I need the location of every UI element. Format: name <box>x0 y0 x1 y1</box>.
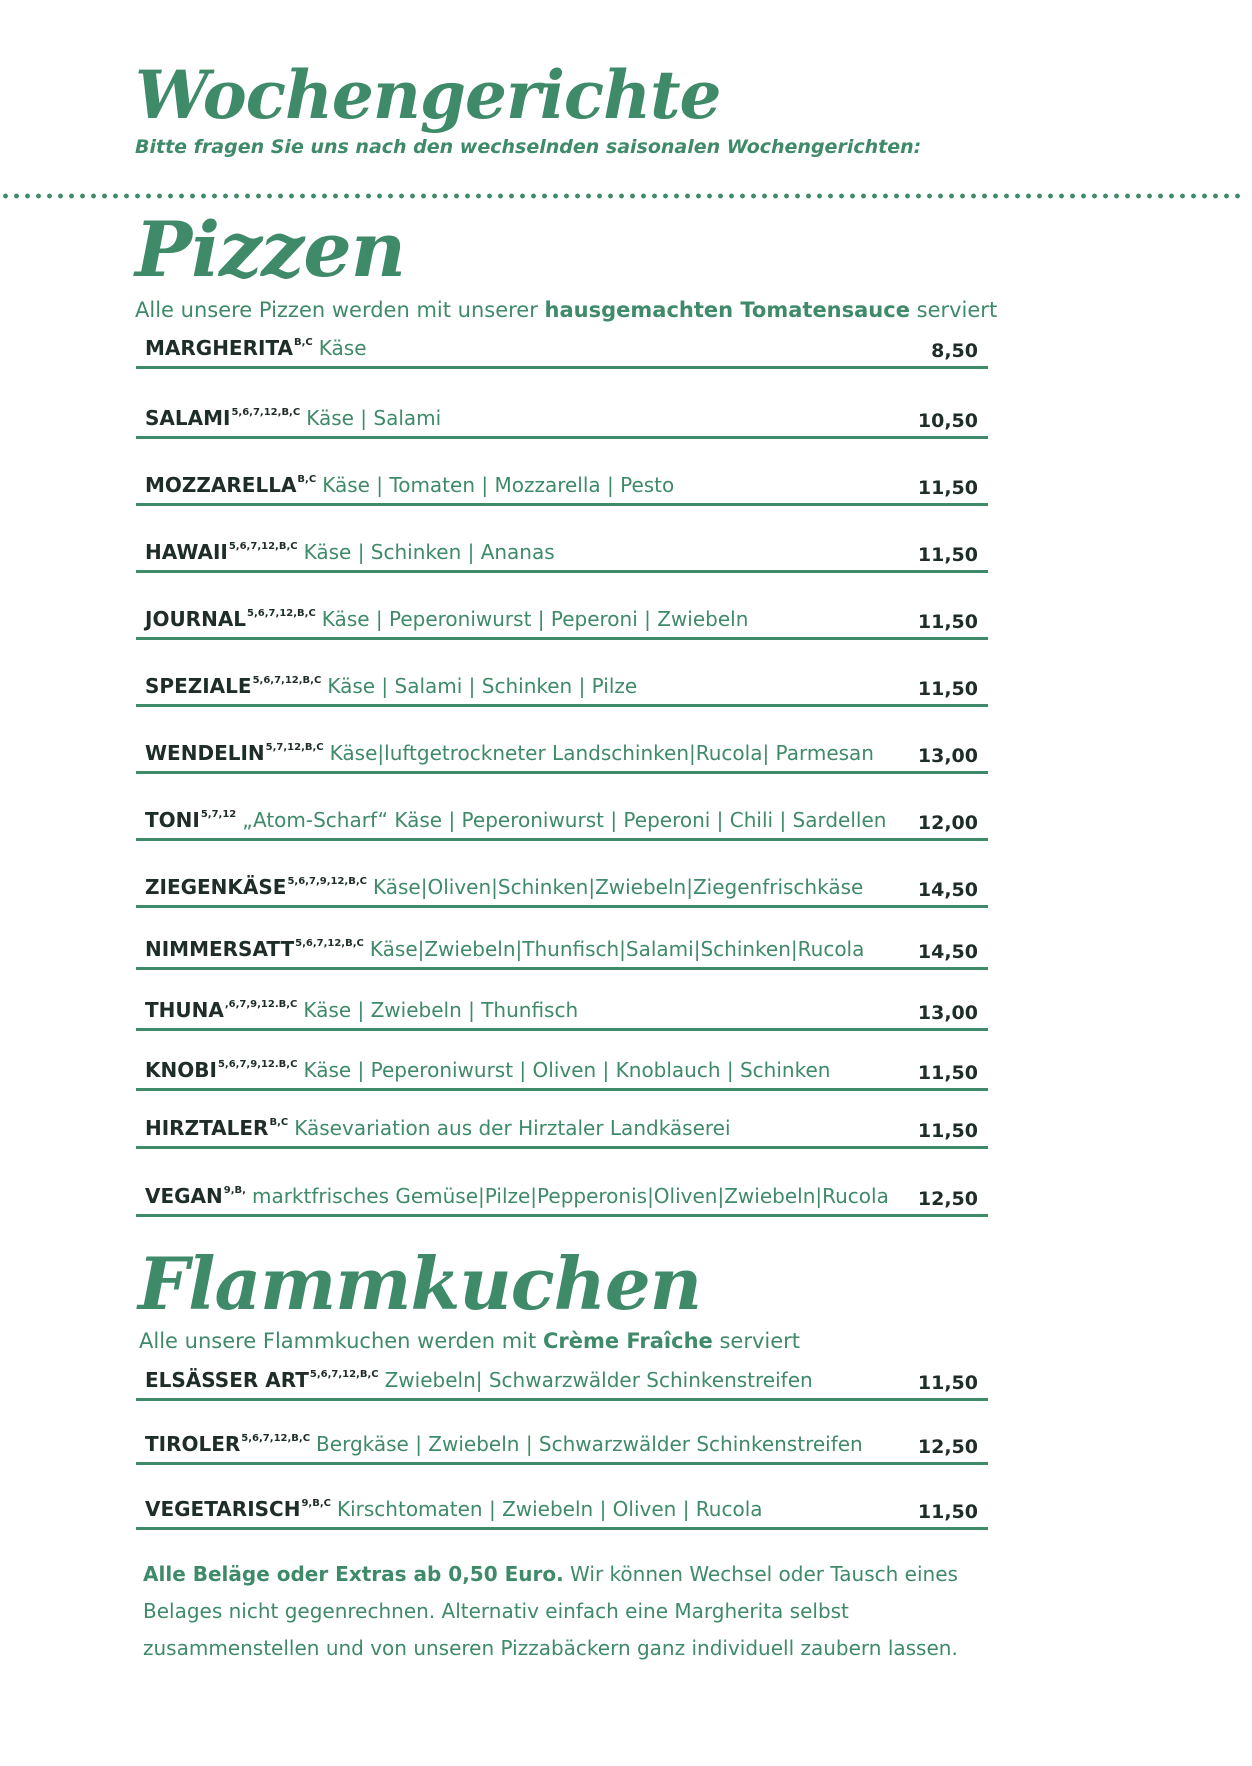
item-price: 11,50 <box>917 544 978 566</box>
item-name: VEGAN <box>145 1184 223 1208</box>
item-description: Käse|Zwiebeln|Thunfisch|Salami|Schinken|Rucola <box>369 937 865 961</box>
item-codes: 5,6,7,12,B,C <box>231 407 301 418</box>
item-description: Käse|Oliven|Schinken|Zwiebeln|Ziegenfrischkäse <box>372 875 864 899</box>
menu-item <box>136 1493 988 1530</box>
item-codes: 5,7,12,B,C <box>265 742 324 753</box>
item-codes: 5,6,7,9,12,B,C <box>287 876 367 887</box>
item-description: Käse | Tomaten | Mozzarella | Pesto <box>322 473 675 497</box>
item-price: 14,50 <box>917 941 978 963</box>
item-description: Käse|luftgetrockneter Landschinken|Rucola| Parmesan <box>329 741 874 765</box>
item-description: Bergkäse | Zwiebeln | Schwarzwälder Schinkenstreifen <box>316 1432 863 1456</box>
item-name: WENDELIN <box>145 741 265 765</box>
item-name: HAWAII <box>145 540 228 564</box>
weekly-title: Wochengerichte <box>135 56 721 134</box>
item-description: Käse | Salami | Schinken | Pilze <box>327 674 638 698</box>
menu-item <box>136 933 988 970</box>
flammkuchen-title: Flammkuchen <box>138 1241 702 1326</box>
item-name: KNOBI <box>145 1058 217 1082</box>
weekly-subtitle: Bitte fragen Sie uns nach den wechselnden saisonalen Wochengerichten: <box>135 136 922 158</box>
footer-note: Alle Beläge oder Extras ab 0,50 Euro. Wir können Wechsel oder Tausch eines Belages nicht gegenrechnen. Alternativ einfach eine Margherita selbst zusammenstellen und von unseren Pizzabäckern ganz individuell zaubern lassen. <box>143 1562 958 1660</box>
item-price: 11,50 <box>917 678 978 700</box>
item-price: 11,50 <box>917 1120 978 1142</box>
item-codes: 5,7,12 <box>200 809 237 820</box>
item-description: Käsevariation aus der Hirztaler Landkäserei <box>294 1116 731 1140</box>
item-price: 10,50 <box>917 410 978 432</box>
item-codes: B,C <box>269 1117 289 1128</box>
menu-item <box>136 994 988 1031</box>
item-description: Käse | Zwiebeln | Thunfisch <box>303 998 579 1022</box>
item-price: 14,50 <box>917 879 978 901</box>
menu-item <box>136 804 988 841</box>
item-name: ZIEGENKÄSE <box>145 875 287 899</box>
menu-item <box>136 1180 988 1217</box>
item-price: 11,50 <box>917 1062 978 1084</box>
menu-item <box>136 871 988 908</box>
menu-item <box>136 469 988 506</box>
menu-item <box>136 1428 988 1465</box>
item-description: marktfrisches Gemüse|Pilze|Pepperonis|Oliven|Zwiebeln|Rucola <box>251 1184 889 1208</box>
item-description: „Atom-Scharf“ Käse | Peperoniwurst | Peperoni | Chili | Sardellen <box>242 808 887 832</box>
item-codes: 9,B,C <box>301 1498 331 1509</box>
item-description: Käse | Peperoniwurst | Oliven | Knoblauch | Schinken <box>303 1058 831 1082</box>
item-description: Käse | Salami <box>306 406 442 430</box>
item-codes: 9,B, <box>223 1185 246 1196</box>
item-description: Käse <box>318 336 367 360</box>
item-codes: 5,6,7,12,B,C <box>309 1369 379 1380</box>
item-price: 13,00 <box>917 1002 978 1024</box>
item-codes: 5,6,7,12,B,C <box>247 608 316 619</box>
item-description: Käse | Schinken | Ananas <box>303 540 555 564</box>
item-name: HIRZTALER <box>145 1116 269 1140</box>
item-description: Zwiebeln| Schwarzwälder Schinkenstreifen <box>384 1368 813 1392</box>
item-codes: 5,6,7,12,B,C <box>228 541 298 552</box>
dotted-divider <box>0 192 1240 200</box>
item-price: 12,50 <box>917 1436 978 1458</box>
item-name: JOURNAL <box>145 607 247 631</box>
item-price: 8,50 <box>931 340 978 362</box>
menu-item <box>136 332 988 369</box>
item-codes: 5,6,7,12,B,C <box>252 675 322 686</box>
pizza-title: Pizzen <box>135 205 405 294</box>
item-price: 11,50 <box>917 477 978 499</box>
item-name: ELSÄSSER ART <box>145 1368 309 1392</box>
item-name: TONI <box>145 808 200 832</box>
menu-item <box>136 737 988 774</box>
item-codes: 5,6,7,12,B,C <box>295 938 364 949</box>
menu-item <box>136 402 988 439</box>
item-name: MARGHERITA <box>145 336 294 360</box>
menu-item <box>136 1112 988 1149</box>
menu-item <box>136 670 988 707</box>
item-name: THUNA <box>145 998 224 1022</box>
item-name: SPEZIALE <box>145 674 252 698</box>
item-codes: 5,6,7,9,12.B,C <box>217 1059 298 1070</box>
item-price: 11,50 <box>917 1372 978 1394</box>
item-price: 11,50 <box>917 1501 978 1523</box>
pizza-intro: Alle unsere Pizzen werden mit unserer hausgemachten Tomatensauce serviert <box>135 298 998 322</box>
flammkuchen-intro: Alle unsere Flammkuchen werden mit Crème Fraîche serviert <box>139 1329 801 1353</box>
item-description: Käse | Peperoniwurst | Peperoni | Zwiebeln <box>321 607 749 631</box>
item-price: 13,00 <box>917 745 978 767</box>
item-name: NIMMERSATT <box>145 937 295 961</box>
item-description: Kirschtomaten | Zwiebeln | Oliven | Rucola <box>336 1497 763 1521</box>
item-codes: B,C <box>294 337 313 348</box>
menu-item <box>136 536 988 573</box>
menu-item <box>136 603 988 640</box>
item-name: VEGETARISCH <box>145 1497 301 1521</box>
item-price: 12,50 <box>917 1188 978 1210</box>
item-price: 11,50 <box>917 611 978 633</box>
item-name: SALAMI <box>145 406 231 430</box>
item-name: MOZZARELLA <box>145 473 297 497</box>
item-name: TIROLER <box>145 1432 241 1456</box>
item-codes: ,6,7,9,12.B,C <box>224 999 298 1010</box>
menu-item <box>136 1364 988 1401</box>
menu-item <box>136 1054 988 1091</box>
item-price: 12,00 <box>917 812 978 834</box>
item-codes: 5,6,7,12,B,C <box>241 1433 311 1444</box>
item-codes: B,C <box>297 474 317 485</box>
